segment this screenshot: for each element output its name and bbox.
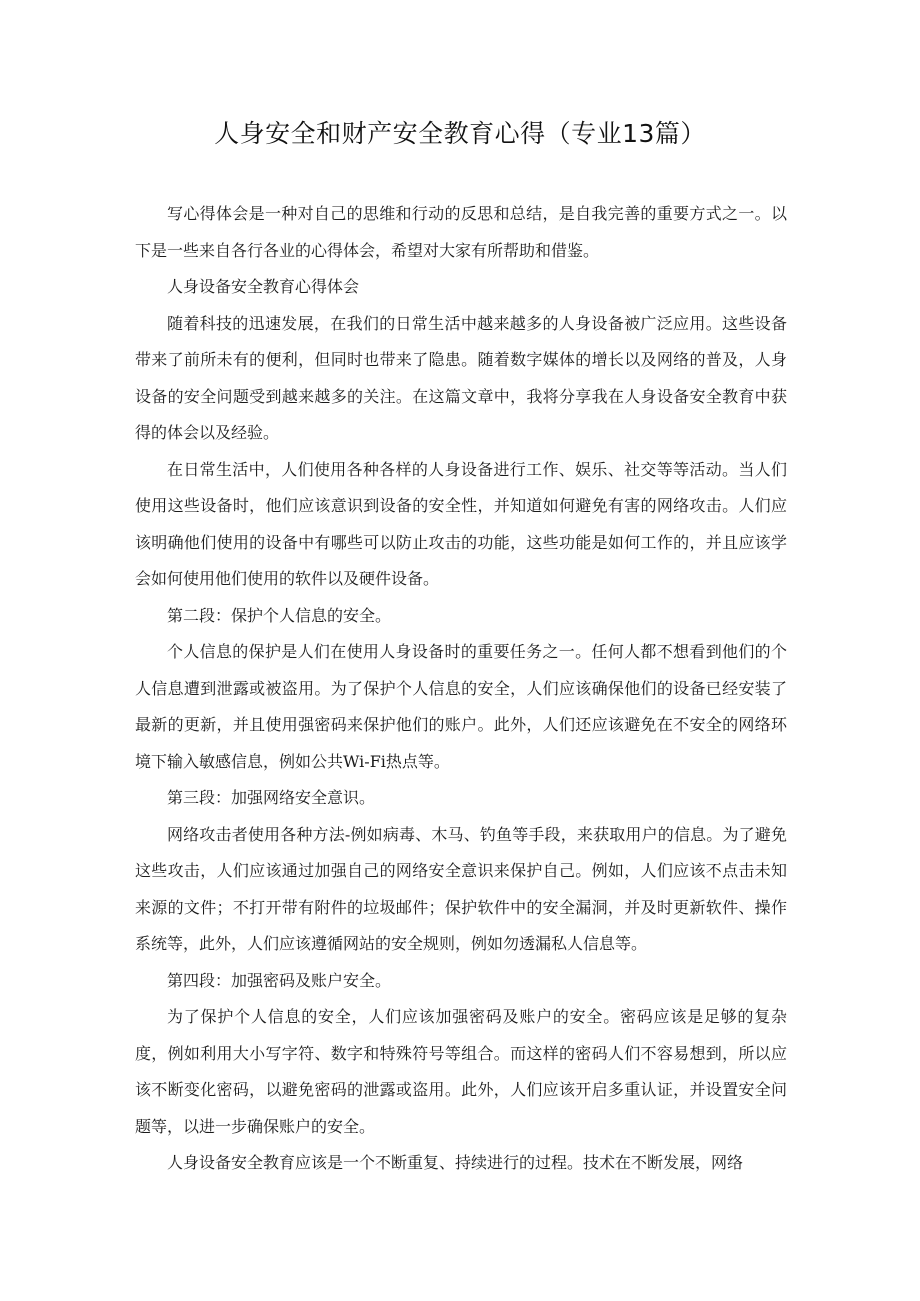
paragraph: 写心得体会是一种对自己的思维和行动的反思和总结，是自我完善的重要方式之一。以下是一些来自各行各业的心得体会，希望对大家有所帮助和借鉴。 [135, 204, 787, 260]
paragraph: 人身设备安全教育应该是一个不断重复、持续进行的过程。技术在不断发展，网络 [167, 1153, 744, 1172]
paragraph: 网络攻击者使用各种方法-例如病毒、木马、钓鱼等手段，来获取用户的信息。为了避免这些攻击，人们应该通过加强自己的网络安全意识来保护自己。例如，人们应该不点击未知来源的文件；不打开带有附件的垃圾邮件；保护软件中的安全漏洞，并及时更新软件、操作系统等，此外，人们应该遵循网站的安全规则，例如勿透漏私人信息等。 [135, 824, 787, 953]
document-title: 人身安全和财产安全教育心得（专业13篇） [214, 119, 706, 148]
paragraph: 个人信息的保护是人们在使用人身设备时的重要任务之一。任何人都不想看到他们的个人信息遭到泄露或被盗用。为了保护个人信息的安全，人们应该确保他们的设备已经安装了最新的更新，并且使用强密码来保护他们的账户。此外，人们还应该避免在不安全的网络环境下输入敏感信息，例如公共Wi-Fi热点等。 [135, 642, 787, 771]
paragraph: 为了保护个人信息的安全，人们应该加强密码及账户的安全。密码应该是足够的复杂度，例如利用大小写字符、数字和特殊符号等组合。而这样的密码人们不容易想到，所以应该不断变化密码，以避免密码的泄露或盗用。此外，人们应该开启多重认证，并设置安全问题等，以进一步确保账户的安全。 [135, 1007, 787, 1136]
document-body [135, 196, 787, 1182]
section-heading: 人身设备安全教育心得体会 [167, 277, 360, 296]
paragraph: 在日常生活中，人们使用各种各样的人身设备进行工作、娱乐、社交等等活动。当人们使用这些设备时，他们应该意识到设备的安全性，并知道如何避免有害的网络攻击。人们应该明确他们使用的设备中有哪些可以防止攻击的功能，这些功能是如何工作的，并且应该学会如何使用他们使用的软件以及硬件设备。 [135, 459, 787, 588]
section-heading: 第三段：加强网络安全意识。 [167, 788, 376, 807]
paragraph: 随着科技的迅速发展，在我们的日常生活中越来越多的人身设备被广泛应用。这些设备带来了前所未有的便利，但同时也带来了隐患。随着数字媒体的增长以及网络的普及，人身设备的安全问题受到越来越多的关注。在这篇文章中，我将分享我在人身设备安全教育中获得的体会以及经验。 [135, 313, 787, 442]
section-heading: 第二段：保护个人信息的安全。 [167, 605, 392, 625]
section-heading: 第四段：加强密码及账户安全。 [167, 970, 392, 990]
